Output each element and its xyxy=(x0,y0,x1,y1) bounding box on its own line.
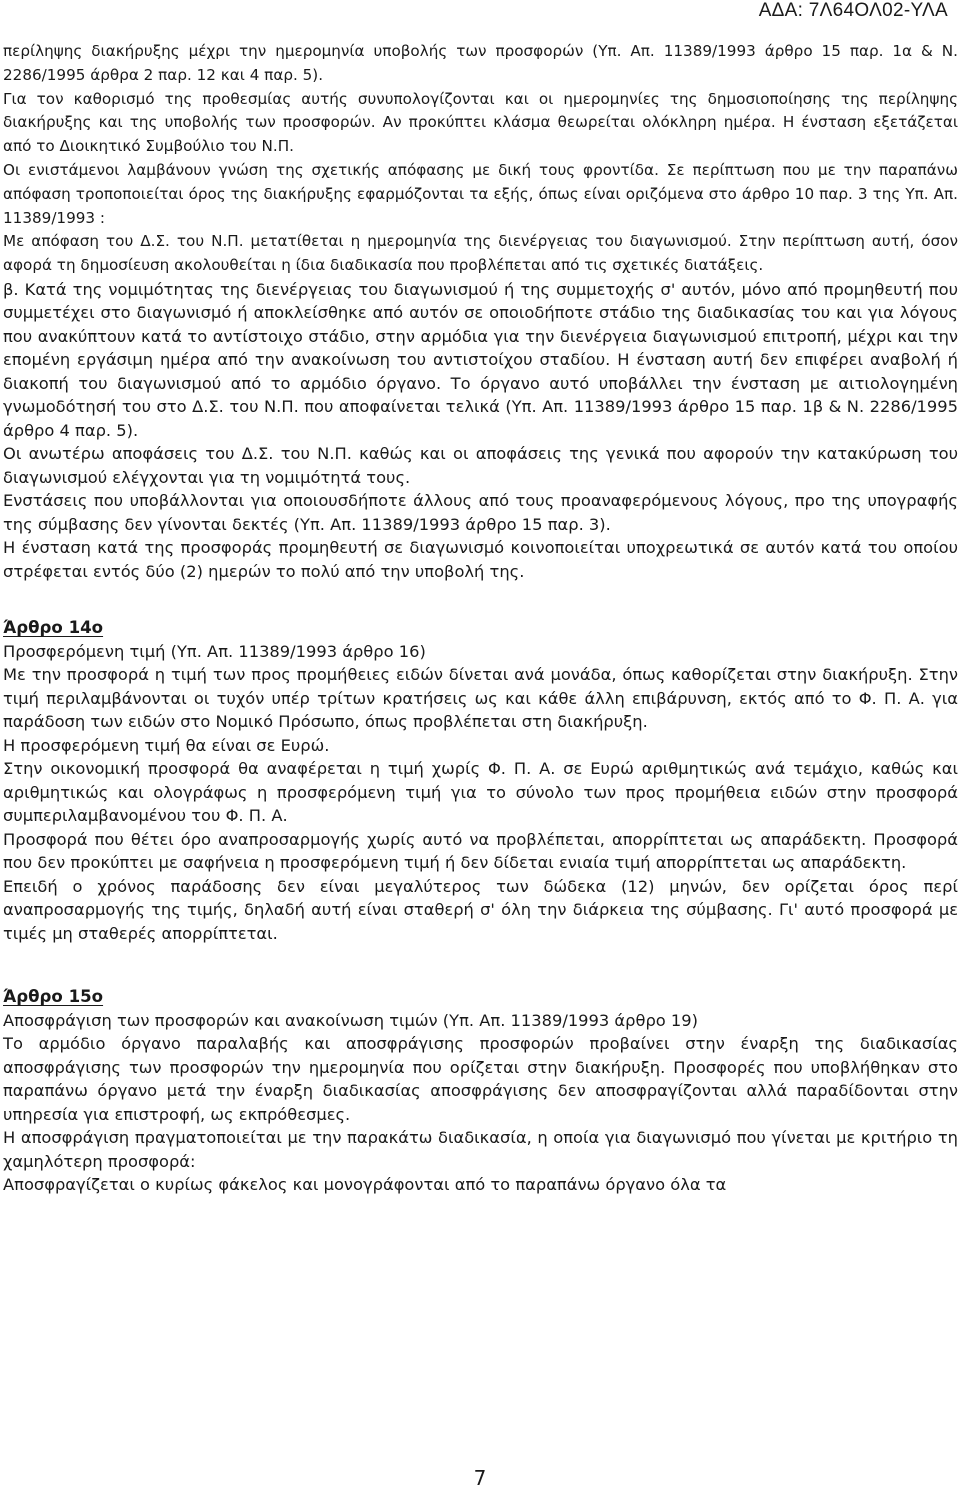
paragraph: περίληψης διακήρυξης μέχρι την ημερομηνία υποβολής των προσφορών (Υπ. Απ. 11389/1993 άρθρο 15 παρ. 1α & Ν. 2286/1995 άρθρα 2 παρ. 12 και 4 παρ. 5). xyxy=(3,42,958,84)
section-objections-b xyxy=(3,278,958,584)
document-body xyxy=(3,40,958,1197)
paragraph: Αποσφράγιση των προσφορών και ανακοίνωση τιμών (Υπ. Απ. 11389/1993 άρθρο 19) xyxy=(3,1010,698,1030)
ada-code: ΑΔΑ: 7Λ64ΟΛ02-ΥΛΑ xyxy=(758,0,948,21)
section-objections-a xyxy=(3,40,958,278)
paragraph: Το αρμόδιο όργανο παραλαβής και αποσφράγισης προσφορών προβαίνει στην έναρξη της διαδικασίας αποσφράγισης των προσφορών την ημερομηνία που ορίζεται στην διακήρυξη. Προσφορές που υποβλήθηκαν στο παραπάνω όργανο μετά την έναρξη διαδικασίας αποσφράγισης δεν αποσφραγίζονται αλλά παραδίδονται στην υπηρεσία για επιστροφή, ως εκπρόθεσμες. xyxy=(3,1034,958,1124)
page-number: 7 xyxy=(473,1466,487,1490)
article-15 xyxy=(3,985,958,1197)
article-14 xyxy=(3,616,958,945)
paragraph: Οι ενιστάμενοι λαμβάνουν γνώση της σχετικής απόφασης με δική τους φροντίδα. Σε περίπτωση που με την παραπάνω απόφαση τροποποιείται όρος της διακήρυξης εφαρμόζονται τα εξής, όπως είναι οριζόμενα στο άρθρο 10 παρ. 3 της Υπ. Απ. 11389/1993 : xyxy=(3,160,958,227)
paragraph: Επειδή ο χρόνος παράδοσης δεν είναι μεγαλύτερος των δώδεκα (12) μηνών, δεν ορίζεται όρος περί αναπροσαρμογής της τιμής, δηλαδή αυτή είναι σταθερή σ' όλη την διάρκεια της σύμβασης. Γι' αυτό προσφορά με τιμές μη σταθερές απορρίπτεται. xyxy=(3,876,958,943)
paragraph: Η αποσφράγιση πραγματοποιείται με την παρακάτω διαδικασία, η οποία για διαγωνισμό που γίνεται με κριτήριο τη χαμηλότερη προσφορά: xyxy=(3,1128,958,1171)
paragraph: Με την προσφορά η τιμή των προς προμήθειες ειδών δίνεται ανά μονάδα, όπως καθορίζεται στην διακήρυξη. Στην τιμή περιλαμβάνονται οι τυχόν υπέρ τρίτων κρατήσεις ως και κάθε άλλη επιβάρυνση, εκτός από το Φ. Π. Α. για παράδοση των ειδών στο Νομικό Πρόσωπο, όπως προβλέπεται στη διακήρυξη. xyxy=(3,665,958,732)
paragraph: Για τον καθορισμό της προθεσμίας αυτής συνυπολογίζονται και οι ημερομηνίες της δημοσιοποίησης της περίληψης διακήρυξης και της υποβολής των προσφορών. Αν προκύπτει κλάσμα θεωρείται ολόκληρη ημέρα. Η ένσταση εξετάζεται από το Διοικητικό Συμβούλιο του Ν.Π. xyxy=(3,89,958,156)
paragraph: Οι ανωτέρω αποφάσεις του Δ.Σ. του Ν.Π. καθώς και οι αποφάσεις της γενικά που αφορούν την κατακύρωση του διαγωνισμού ελέγχονται για τη νομιμότητά τους. xyxy=(3,444,958,487)
paragraph: Η ένσταση κατά της προσφοράς προμηθευτή σε διαγωνισμό κοινοποιείται υποχρεωτικά σε αυτόν κατά του οποίου στρέφεται εντός δύο (2) ημερών το πολύ από την υποβολή της. xyxy=(3,538,958,581)
paragraph: β. Κατά της νομιμότητας της διενέργειας του διαγωνισμού ή της συμμετοχής σ' αυτόν, μόνο από προμηθευτή που συμμετέχει στο διαγωνισμό ή αποκλείσθηκε από αυτόν σε οποιοδήποτε στάδιο της διαδικασίας του και για λόγους που ανακύπτουν κατά το αντίστοιχο στάδιο, στην αρμόδια για την διενέργεια διαγωνισμού επιτροπή, μέχρι και την επομένη εργάσιμη ημέρα από την ανακοίνωση του αντιστοίχου σταδίου. Η ένσταση αυτή δεν επιφέρει αναβολή ή διακοπή του διαγωνισμού από το αρμόδιο όργανο. Το όργανο αυτό υποβάλλει την ένσταση με αιτιολογημένη γνωμοδότησή του στο Δ.Σ. του Ν.Π. που αποφαίνεται τελικά (Υπ. Απ. 11389/1993 άρθρο 15 παρ. 1β & Ν. 2286/1995 άρθρο 4 παρ. 5). xyxy=(3,279,958,440)
paragraph: Προσφερόμενη τιμή (Υπ. Απ. 11389/1993 άρθρο 16) xyxy=(3,641,426,661)
paragraph: Στην οικονομική προσφορά θα αναφέρεται η τιμή χωρίς Φ. Π. Α. σε Ευρώ αριθμητικώς ανά τεμάχιο, καθώς και αριθμητικώς και ολογράφως η προσφερόμενη τιμή για το σύνολο των προς προμήθεια ειδών στην προσφορά συμπεριλαμβανομένου του Φ. Π. Α. xyxy=(3,759,958,826)
paragraph: Η προσφερόμενη τιμή θα είναι σε Ευρώ. xyxy=(3,735,330,755)
article-15-heading: Άρθρο 15ο xyxy=(3,987,104,1007)
paragraph: Ενστάσεις που υποβάλλονται για οποιουσδήποτε άλλους από τους προαναφερόμενους λόγους, προ της υπογραφής της σύμβασης δεν γίνονται δεκτές (Υπ. Απ. 11389/1993 άρθρο 15 παρ. 3). xyxy=(3,491,958,534)
paragraph: Αποσφραγίζεται ο κυρίως φάκελος και μονογράφονται από το παραπάνω όργανο όλα τα xyxy=(3,1175,727,1195)
article-14-heading: Άρθρο 14ο xyxy=(3,618,104,638)
paragraph: Προσφορά που θέτει όρο αναπροσαρμογής χωρίς αυτό να προβλέπεται, απορρίπτεται ως απαράδεκτη. Προσφορά που δεν προκύπτει με σαφήνεια η προσφερόμενη τιμή ή δεν δίδεται ενιαία τιμή απορρίπτεται ως απαράδεκτη. xyxy=(3,829,958,873)
paragraph: Με απόφαση του Δ.Σ. του Ν.Π. μετατίθεται η ημερομηνία της διενέργειας του διαγωνισμού. Στην περίπτωση αυτή, όσον αφορά τη δημοσίευση ακολουθείται η ίδια διαδικασία που προβλέπεται από τις σχετικές διατάξεις. xyxy=(3,232,958,275)
